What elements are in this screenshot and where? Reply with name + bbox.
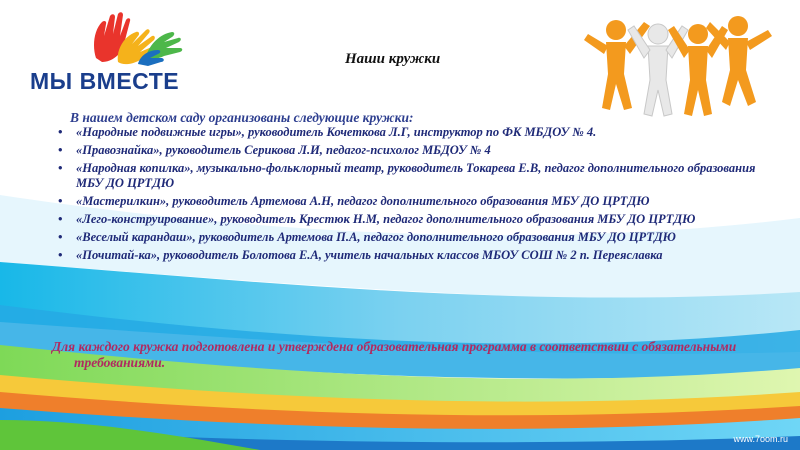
list-item-text: «Мастерилкин», руководитель Артемова А.Н, педагог дополнительного образования МБУ ДО ЦРТДЮ xyxy=(76,194,650,208)
logo-text: МЫ ВМЕСТЕ xyxy=(30,68,180,94)
page-title: Наши кружки xyxy=(345,51,441,67)
list-item-text: «Правознайка», руководитель Серикова Л.И, педагог-психолог МБДОУ № 4 xyxy=(76,143,491,157)
bullet-icon: • xyxy=(58,212,63,226)
list-item-text: «Лего-конструирование», руководитель Крестюк Н.М, педагог дополнительного образования МБУ ДО ЦРТДЮ xyxy=(76,212,696,226)
list-item-text: «Народная копилка», музыкально-фольклорный театр, руководитель Токарева Е.В, педагог дополнительного образования МБУ ДО ЦРТДЮ xyxy=(76,161,756,190)
logo xyxy=(30,6,200,106)
bullet-icon: • xyxy=(58,248,63,262)
intro-text: В нашем детском саду организованы следующие кружки: xyxy=(70,110,414,125)
bullet-icon: • xyxy=(58,143,63,157)
list-item xyxy=(58,212,770,227)
program-note: Для каждого кружка подготовлена и утверждена образовательная программа в соответствии с обязательными требованиями. xyxy=(52,339,737,370)
bullet-icon: • xyxy=(58,194,63,208)
jumping-people-icon xyxy=(578,4,778,124)
list-item-text: «Народные подвижные игры», руководитель Кочеткова Л.Г, инструктор по ФК МБДОУ № 4. xyxy=(76,125,597,139)
clubs-list xyxy=(58,125,770,266)
footer-url: www.7oom.ru xyxy=(733,434,788,444)
list-item xyxy=(58,230,770,245)
list-item xyxy=(58,194,770,209)
list-item xyxy=(58,125,770,140)
list-item-text: «Веселый карандаш», руководитель Артемова П.А, педагог дополнительного образования МБУ ДО ЦРТДЮ xyxy=(76,230,676,244)
bullet-icon: • xyxy=(58,125,63,139)
hands-logo-icon xyxy=(88,6,188,68)
bullet-icon: • xyxy=(58,161,63,175)
bullet-icon: • xyxy=(58,230,63,244)
list-item xyxy=(58,143,770,158)
list-item xyxy=(58,248,770,263)
list-item xyxy=(58,161,770,191)
list-item-text: «Почитай-ка», руководитель Болотова Е.А, учитель начальных классов МБОУ СОШ № 2 п. Переяславка xyxy=(76,248,663,262)
